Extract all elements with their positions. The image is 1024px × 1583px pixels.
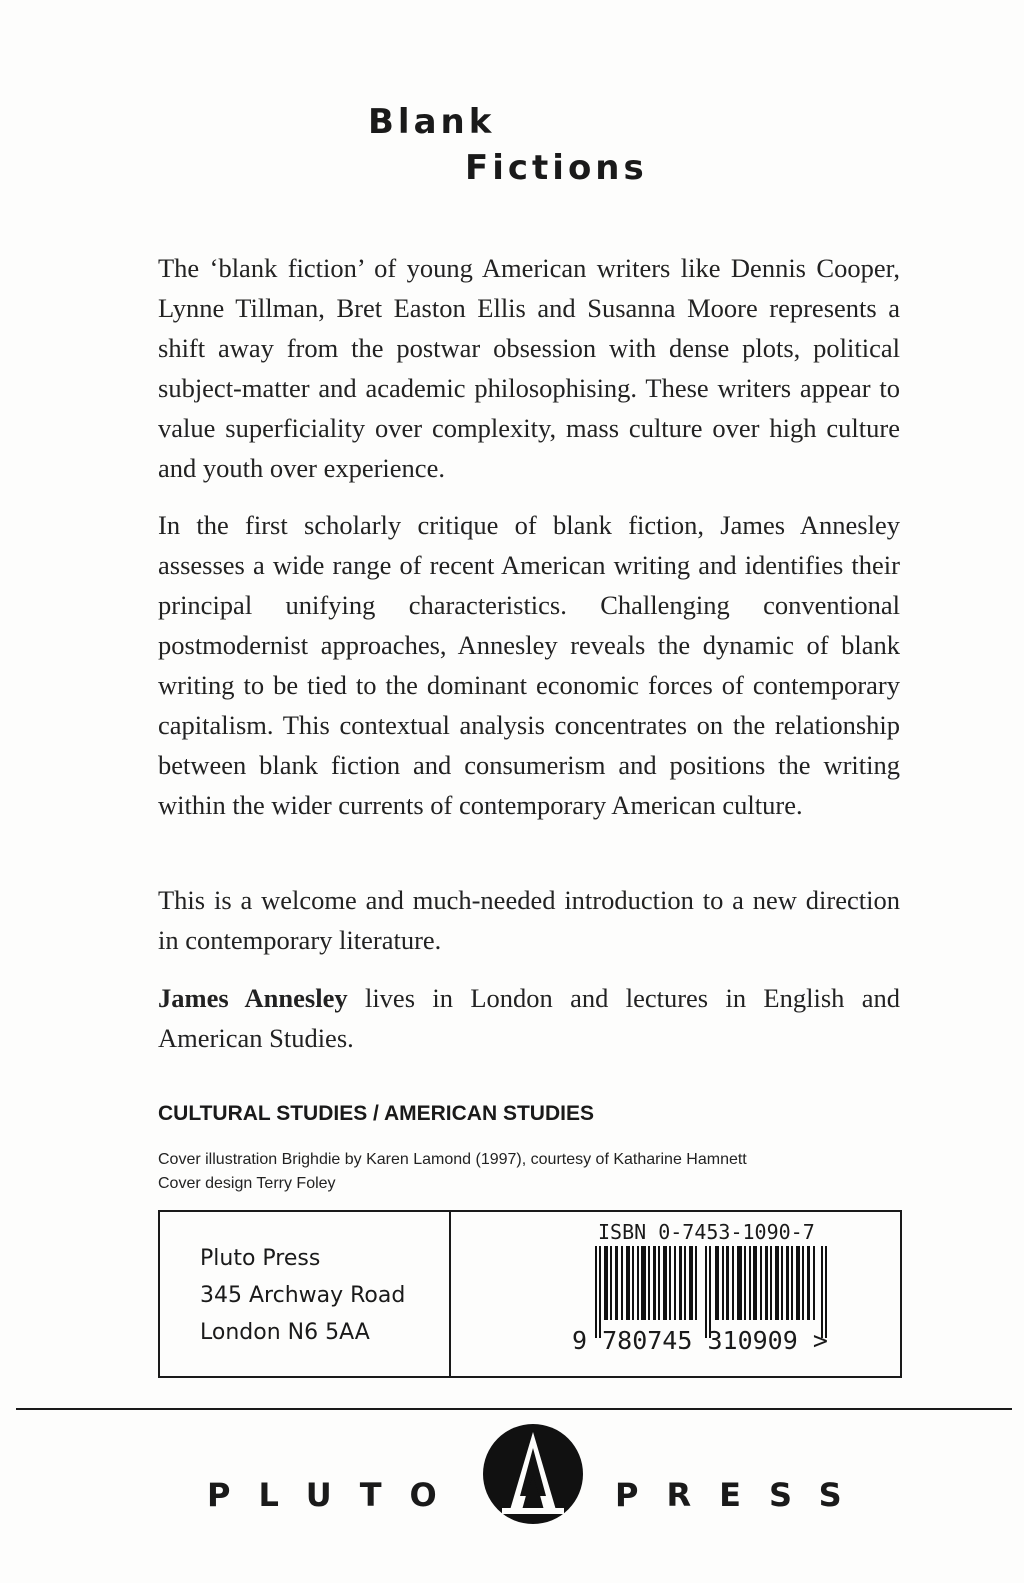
address-line-2: 345 Archway Road <box>200 1283 406 1308</box>
publisher-info-box <box>158 1210 902 1378</box>
illustration-credit: Cover illustration Brighdie by Karen Lamond (1997), courtesy of Katharine Hamnett <box>158 1151 747 1168</box>
blurb-paragraph-3: This is a welcome and much-needed introduction to a new direction in contemporary literature. <box>158 885 900 955</box>
barcode-icon <box>595 1246 831 1338</box>
category-label: CULTURAL STUDIES / AMERICAN STUDIES <box>158 1102 594 1125</box>
title-line-2: Fictions <box>465 148 648 188</box>
box-divider <box>449 1212 451 1376</box>
design-credit: Cover design Terry Foley <box>158 1175 336 1192</box>
address-line-1: Pluto Press <box>200 1246 321 1271</box>
pluto-press-logo-icon <box>480 1418 586 1530</box>
blurb-paragraph-2: In the first scholarly critique of blank fiction, James Annesley assesses a wide range of recent American writing and identifies their principal unifying characteristics. Challenging conventional postmodernist approaches, Annesley reveals the dynamic of blank writing to be tied to the dominant economic forces of contemporary capitalism. This contextual analysis concentrates on the relationship between blank fiction and consumerism and positions the writing within the wider currents of contemporary American culture. <box>158 510 900 820</box>
footer-rule <box>16 1408 1012 1410</box>
address-line-3: London N6 5AA <box>200 1320 370 1345</box>
author-bio <box>158 978 900 1058</box>
isbn-label: ISBN 0-7453-1090-7 <box>598 1220 815 1244</box>
barcode-number: 9 780745 310909 > <box>572 1326 828 1355</box>
author-bio-text: lives in London and lectures in English and American Studies. <box>158 983 900 1053</box>
blurb-paragraph-1: The ‘blank fiction’ of young American writers like Dennis Cooper, Lynne Tillman, Bret Easton Ellis and Susanna Moore represents a shift away from the postwar obsession with dense plots, political subject-matter and academic philosophising. These writers appear to value superficiality over complexity, mass culture over high culture and youth over experience. <box>158 253 900 483</box>
publisher-name-left: PLUTO <box>207 1476 465 1514</box>
author-name: James Annesley <box>158 983 348 1013</box>
title-line-1: Blank <box>368 102 496 142</box>
publisher-name-right: PRESS <box>615 1476 870 1514</box>
publisher-address <box>200 1240 405 1351</box>
